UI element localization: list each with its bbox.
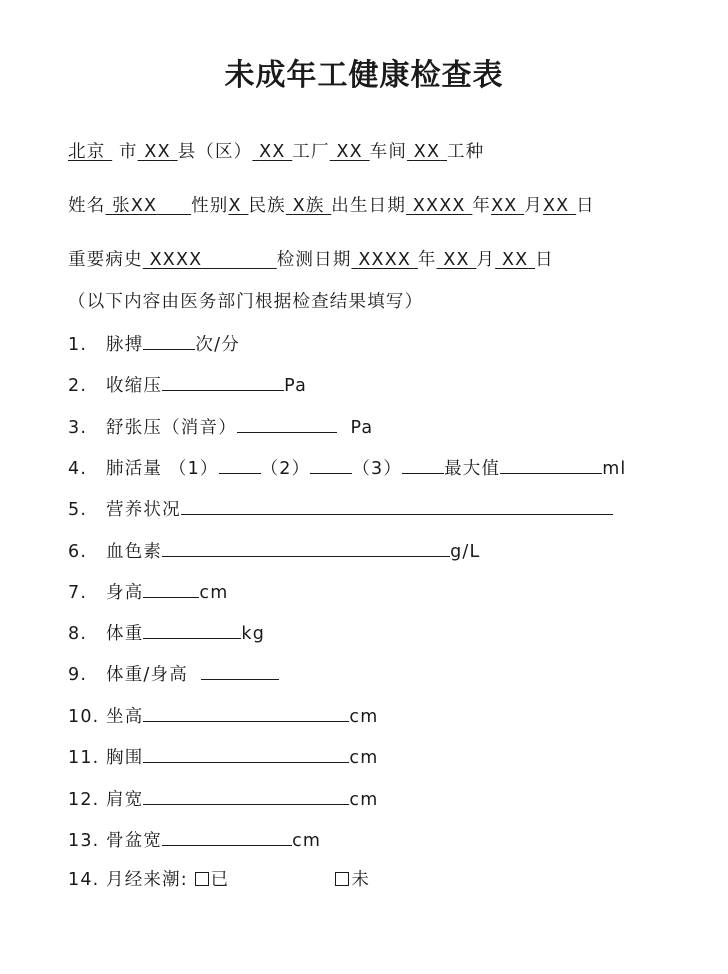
weight-field[interactable] bbox=[143, 620, 241, 639]
item-label: 骨盆宽 bbox=[106, 831, 163, 851]
test-year[interactable]: XXXX bbox=[358, 250, 412, 270]
item-shoulder bbox=[68, 786, 378, 812]
item-height bbox=[68, 579, 228, 605]
item-hemoglobin bbox=[68, 538, 480, 564]
name-label: 姓名 bbox=[68, 196, 106, 216]
item-label: 肺活量 bbox=[106, 459, 163, 479]
ethnicity-value[interactable]: X族 bbox=[292, 196, 325, 216]
item-unit: Pa bbox=[284, 376, 308, 396]
history-label: 重要病史 bbox=[68, 250, 143, 270]
item-label: 血色素 bbox=[106, 542, 163, 562]
item-label: 月经来潮: bbox=[106, 870, 188, 890]
trial-3-label: （3） bbox=[352, 459, 403, 479]
option-no-label: 未 bbox=[351, 870, 371, 890]
item-number: 2. bbox=[68, 376, 88, 396]
day-label: 日 bbox=[576, 196, 595, 216]
item-unit: Pa bbox=[350, 418, 374, 438]
test-month[interactable]: XX bbox=[443, 250, 470, 270]
max-field[interactable] bbox=[500, 455, 602, 474]
pelvis-field[interactable] bbox=[162, 827, 292, 846]
gender-value[interactable]: X bbox=[228, 196, 242, 216]
ethnicity-label: 民族 bbox=[248, 196, 286, 216]
city-value[interactable]: 北京 bbox=[68, 142, 106, 162]
item-label: 坐高 bbox=[106, 707, 144, 727]
item-menarche bbox=[68, 868, 370, 892]
county-value[interactable]: XX bbox=[144, 142, 171, 162]
height-field[interactable] bbox=[143, 579, 199, 598]
item-label: 营养状况 bbox=[106, 500, 181, 520]
test-day[interactable]: XX bbox=[501, 250, 529, 270]
item-number: 11. bbox=[68, 748, 100, 768]
sitting-height-field[interactable] bbox=[143, 703, 349, 722]
item-weight-height-ratio bbox=[68, 661, 279, 687]
trial-2-label: （2） bbox=[260, 459, 311, 479]
item-unit: g/L bbox=[450, 542, 481, 562]
checkbox-yes[interactable] bbox=[195, 872, 209, 886]
history-value[interactable]: XXXX bbox=[149, 250, 203, 270]
person-row bbox=[68, 194, 595, 218]
item-pulse bbox=[68, 331, 240, 357]
item-nutrition bbox=[68, 496, 613, 522]
item-weight bbox=[68, 620, 265, 646]
item-label: 收缩压 bbox=[106, 376, 163, 396]
item-unit: cm bbox=[292, 831, 322, 851]
item-unit: 次/分 bbox=[195, 335, 240, 355]
item-pelvis bbox=[68, 827, 321, 853]
item-systolic bbox=[68, 372, 307, 398]
trial-1-field[interactable] bbox=[219, 455, 261, 474]
name-value[interactable]: 张XX bbox=[112, 196, 158, 216]
shoulder-field[interactable] bbox=[143, 786, 349, 805]
item-number: 5. bbox=[68, 500, 88, 520]
item-chest bbox=[68, 744, 378, 770]
item-number: 4. bbox=[68, 459, 88, 479]
item-label: 胸围 bbox=[106, 748, 144, 768]
item-number: 8. bbox=[68, 624, 88, 644]
job-suffix: 工种 bbox=[446, 142, 485, 162]
year-label: 年 bbox=[472, 196, 492, 216]
birth-month[interactable]: XX bbox=[491, 196, 518, 216]
item-number: 10. bbox=[68, 707, 100, 727]
systolic-field[interactable] bbox=[162, 372, 284, 391]
factory-suffix: 工厂 bbox=[292, 142, 330, 162]
history-row bbox=[68, 248, 554, 272]
item-label: 体重 bbox=[106, 624, 144, 644]
test-date-label: 检测日期 bbox=[276, 250, 352, 270]
item-diastolic bbox=[68, 414, 373, 440]
max-label: 最大值 bbox=[444, 459, 501, 479]
option-yes-label: 已 bbox=[210, 870, 230, 890]
nutrition-field[interactable] bbox=[181, 496, 613, 515]
item-number: 7. bbox=[68, 583, 88, 603]
year-label: 年 bbox=[417, 250, 437, 270]
chest-field[interactable] bbox=[143, 744, 349, 763]
pulse-field[interactable] bbox=[143, 331, 195, 350]
item-number: 12. bbox=[68, 790, 100, 810]
gender-label: 性别 bbox=[191, 196, 229, 216]
item-lung-capacity bbox=[68, 455, 627, 481]
item-number: 9. bbox=[68, 665, 88, 685]
job-value[interactable]: XX bbox=[413, 142, 441, 162]
city-suffix: 市 bbox=[118, 142, 138, 162]
trial-3-field[interactable] bbox=[402, 455, 444, 474]
item-label: 身高 bbox=[106, 583, 144, 603]
item-unit: cm bbox=[349, 748, 379, 768]
item-label: 肩宽 bbox=[106, 790, 144, 810]
item-number: 6. bbox=[68, 542, 88, 562]
page-title: 未成年工健康检查表 bbox=[224, 58, 504, 93]
instruction-note: （以下内容由医务部门根据检查结果填写） bbox=[68, 292, 424, 312]
trial-1-label: （1） bbox=[168, 459, 219, 479]
item-label: 体重/身高 bbox=[106, 665, 188, 685]
month-label: 月 bbox=[524, 196, 543, 216]
birth-label: 出生日期 bbox=[331, 196, 407, 216]
item-unit: ml bbox=[602, 459, 627, 479]
item-unit: cm bbox=[349, 707, 379, 727]
checkbox-no[interactable] bbox=[335, 872, 349, 886]
item-number: 14. bbox=[68, 870, 100, 890]
workshop-suffix: 车间 bbox=[369, 142, 408, 162]
item-label: 脉搏 bbox=[106, 335, 144, 355]
county-suffix: 县（区） bbox=[177, 142, 253, 162]
location-row bbox=[68, 140, 484, 164]
trial-2-field[interactable] bbox=[310, 455, 352, 474]
birth-year[interactable]: XXXX bbox=[412, 196, 466, 216]
hemoglobin-field[interactable] bbox=[162, 538, 450, 557]
birth-day[interactable]: XX bbox=[542, 196, 570, 216]
day-label: 日 bbox=[535, 250, 554, 270]
item-number: 3. bbox=[68, 418, 88, 438]
factory-value[interactable]: XX bbox=[259, 142, 286, 162]
workshop-value[interactable]: XX bbox=[336, 142, 363, 162]
item-label: 舒张压（消音） bbox=[106, 418, 237, 438]
item-sitting-height bbox=[68, 703, 378, 729]
month-label: 月 bbox=[476, 250, 496, 270]
ratio-field[interactable] bbox=[201, 661, 279, 680]
item-unit: cm bbox=[349, 790, 379, 810]
diastolic-field[interactable] bbox=[237, 414, 337, 433]
item-unit: cm bbox=[199, 583, 229, 603]
item-number: 1. bbox=[68, 335, 88, 355]
item-unit: kg bbox=[241, 624, 266, 644]
item-number: 13. bbox=[68, 831, 100, 851]
